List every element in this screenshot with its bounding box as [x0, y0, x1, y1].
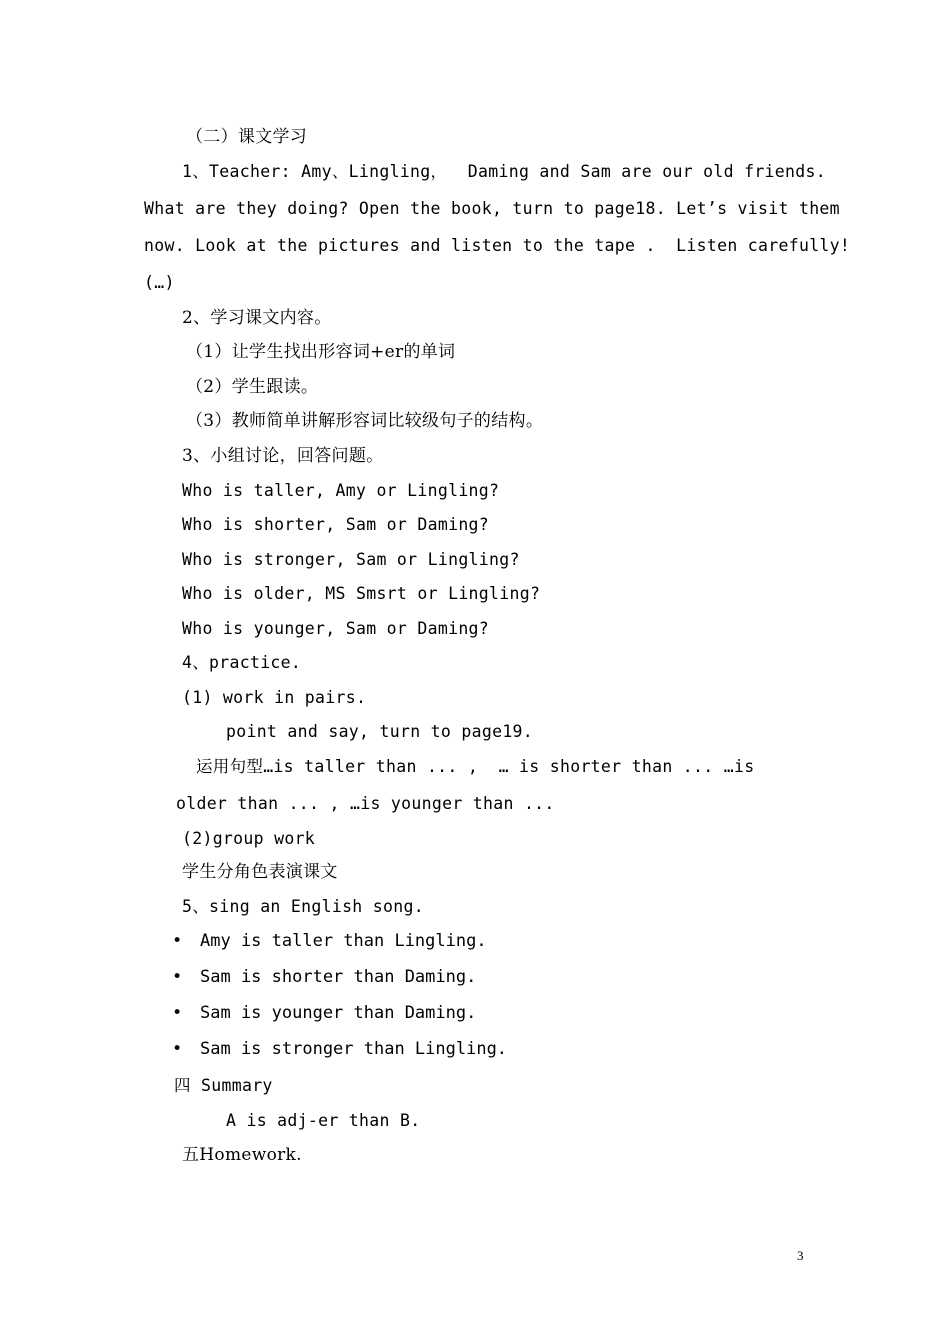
- sub-step: （1）让学生找出形容词+er的单词: [186, 342, 456, 362]
- sub-step: （2）学生跟读。: [186, 377, 319, 397]
- bullet-item: [172, 966, 476, 988]
- step-heading: 5、sing an English song.: [182, 897, 424, 916]
- step-heading: 2、学习课文内容。: [182, 308, 332, 328]
- bullet-item: [172, 1038, 507, 1060]
- sub-step-detail: point and say, turn to page19.: [226, 722, 534, 741]
- bullet-icon: •: [172, 931, 183, 951]
- bullet-text: Sam is younger than Daming.: [200, 1003, 477, 1023]
- bullet-icon: •: [172, 967, 183, 987]
- sentence-pattern-line: older than ... , …is younger than ...: [176, 794, 555, 813]
- paragraph-line: (…): [144, 273, 175, 292]
- step-heading: 3、小组讨论，回答问题。: [182, 446, 384, 466]
- summary-formula: A is adj-er than B.: [226, 1111, 421, 1130]
- question-line: Who is shorter, Sam or Daming?: [182, 515, 490, 534]
- sub-step-detail: 学生分角色表演课文: [182, 862, 338, 882]
- paragraph-line: What are they doing? Open the book, turn to page18. Let’s visit them: [144, 199, 840, 218]
- question-line: Who is younger, Sam or Daming?: [182, 619, 490, 638]
- bullet-text: Sam is shorter than Daming.: [200, 967, 477, 987]
- bullet-icon: •: [172, 1039, 183, 1059]
- bullet-text: Amy is taller than Lingling.: [200, 931, 487, 951]
- bullet-item: [172, 930, 487, 952]
- page-number: 3: [797, 1248, 804, 1263]
- homework-heading: 五Homework.: [182, 1145, 302, 1165]
- sentence-pattern-line: 运用句型…is taller than ... , … is shorter than ... …is: [196, 757, 755, 776]
- paragraph-line: 1、Teacher: Amy、Lingling， Daming and Sam are our old friends.: [182, 162, 826, 181]
- question-line: Who is older, MS Smsrt or Lingling?: [182, 584, 541, 603]
- sub-step: (1) work in pairs.: [182, 688, 367, 707]
- question-line: Who is taller, Amy or Lingling?: [182, 481, 500, 500]
- bullet-text: Sam is stronger than Lingling.: [200, 1039, 508, 1059]
- step-heading: 4、practice.: [182, 653, 302, 672]
- bullet-item: [172, 1002, 476, 1024]
- sub-step: （3）教师简单讲解形容词比较级句子的结构。: [186, 411, 544, 431]
- summary-heading: 四 Summary: [174, 1076, 273, 1095]
- bullet-icon: •: [172, 1003, 183, 1023]
- section-heading: （二）课文学习: [186, 127, 308, 147]
- sub-step: (2)group work: [182, 829, 316, 848]
- paragraph-line: now. Look at the pictures and listen to the tape . Listen carefully!: [144, 236, 851, 255]
- question-line: Who is stronger, Sam or Lingling?: [182, 550, 520, 569]
